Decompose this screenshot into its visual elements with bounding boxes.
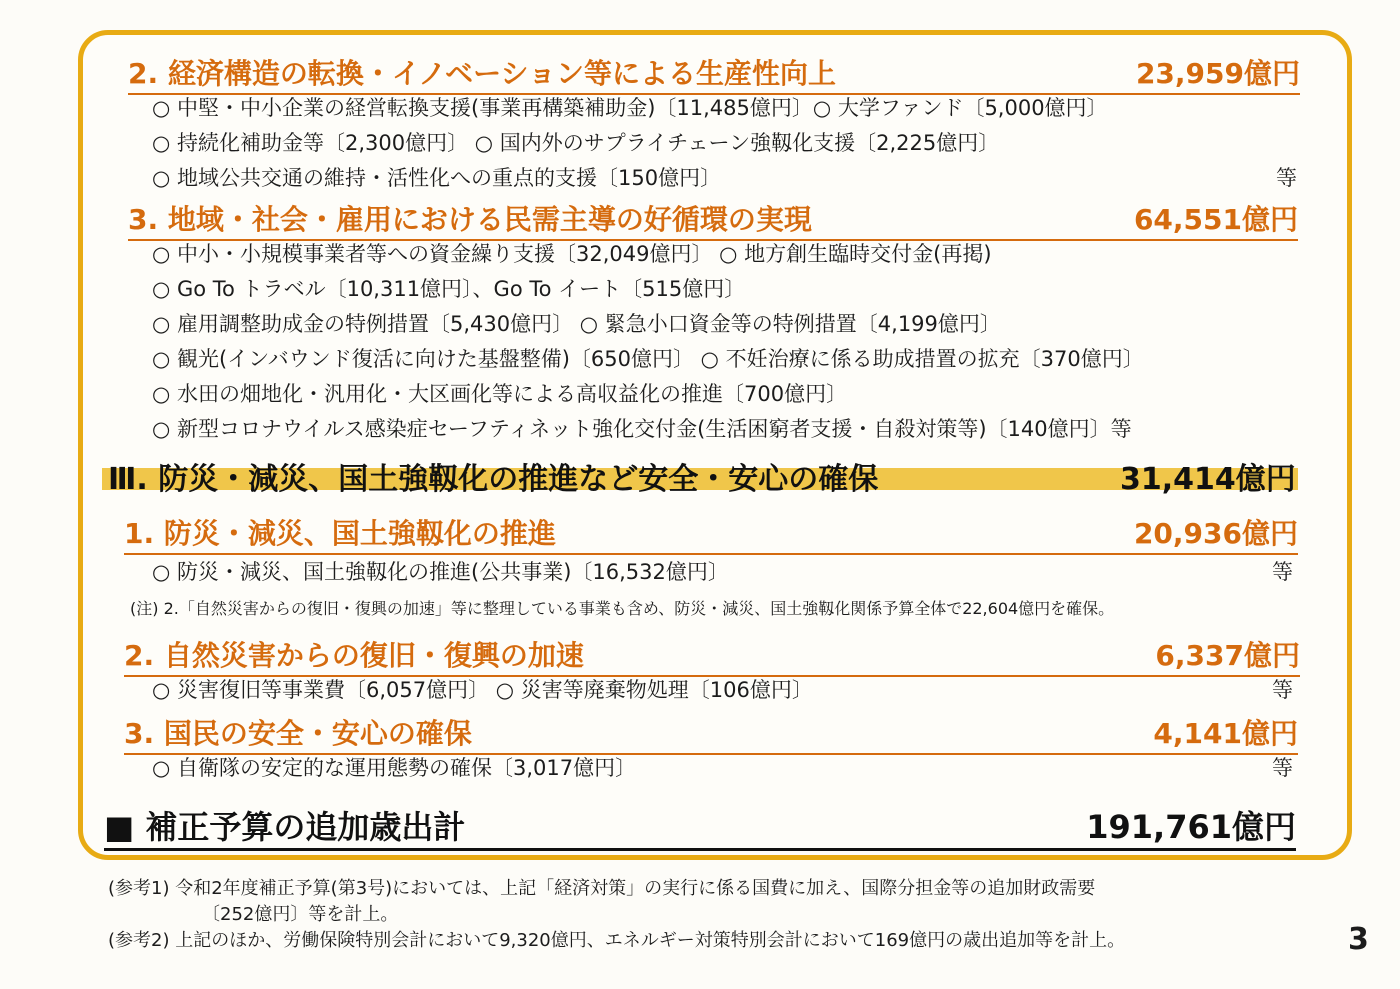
etc-label: 等 bbox=[1272, 560, 1293, 584]
etc-label: 等 bbox=[1272, 678, 1293, 702]
list-item: ○ Go To トラベル〔10,311億円〕、Go To イート〔515億円〕 bbox=[152, 277, 746, 301]
list-item: ○ 雇用調整助成金の特例措置〔5,430億円〕 ○ 緊急小口資金等の特例措置〔4,199億円〕 bbox=[152, 312, 1001, 336]
list-item: ○ 中堅・中小企業の経営転換支援(事業再構築補助金)〔11,485億円〕○ 大学ファンド〔5,000億円〕 bbox=[152, 96, 1108, 120]
total-row bbox=[104, 802, 1296, 851]
section-title: 3. 国民の安全・安心の確保 bbox=[124, 717, 472, 750]
section-heading bbox=[124, 634, 1300, 677]
list-item: ○ 自衛隊の安定的な運用態勢の確保〔3,017億円〕 bbox=[152, 756, 637, 780]
list-item: ○ 観光(インバウンド復活に向けた基盤整備)〔650億円〕 ○ 不妊治療に係る助成措置の拡充〔370億円〕 bbox=[152, 347, 1144, 371]
total-label: ■ 補正予算の追加歳出計 bbox=[104, 808, 466, 846]
major-section-amount: 31,414億円 bbox=[1120, 462, 1296, 497]
section-heading bbox=[128, 198, 1298, 241]
list-item: ○ 水田の畑地化・汎用化・大区画化等による高収益化の推進〔700億円〕 bbox=[152, 382, 848, 406]
list-item: ○ 新型コロナウイルス感染症セーフティネット強化交付金(生活困窮者支援・自殺対策等)〔140億円〕等 bbox=[152, 417, 1132, 441]
major-section-title: Ⅲ. 防災・減災、国土強靱化の推進など安全・安心の確保 bbox=[108, 462, 879, 497]
section-amount: 20,936億円 bbox=[1133, 517, 1298, 550]
list-item: ○ 災害復旧等事業費〔6,057億円〕 ○ 災害等廃棄物処理〔106億円〕 bbox=[152, 678, 813, 702]
etc-label: 等 bbox=[1276, 166, 1297, 190]
section-title: 2. 経済構造の転換・イノベーション等による生産性向上 bbox=[128, 57, 836, 90]
section-heading bbox=[124, 712, 1298, 755]
section-title: 1. 防災・減災、国土強靱化の推進 bbox=[124, 517, 556, 550]
section-amount: 64,551億円 bbox=[1133, 203, 1298, 236]
list-item: ○ 地域公共交通の維持・活性化への重点的支援〔150億円〕 bbox=[152, 166, 722, 190]
section-heading bbox=[128, 52, 1300, 95]
list-item: ○ 中小・小規模事業者等への資金繰り支援〔32,049億円〕 ○ 地方創生臨時交付金(再掲) bbox=[152, 242, 992, 266]
section-title: 2. 自然災害からの復旧・復興の加速 bbox=[124, 639, 584, 672]
footnote: (参考2) 上記のほか、労働保険特別会計において9,320億円、エネルギー対策特別会計において169億円の歳出追加等を計上。 bbox=[108, 930, 1126, 951]
section-amount: 6,337億円 bbox=[1155, 639, 1300, 672]
footnote: 〔252億円〕等を計上。 bbox=[202, 904, 399, 925]
footnote: (参考1) 令和2年度補正予算(第3号)においては、上記「経済対策」の実行に係る国費に加え、国際分担金等の追加財政需要 bbox=[108, 878, 1096, 899]
section-title: 3. 地域・社会・雇用における民需主導の好循環の実現 bbox=[128, 203, 812, 236]
list-item: ○ 持続化補助金等〔2,300億円〕 ○ 国内外のサプライチェーン強靱化支援〔2,225億円〕 bbox=[152, 131, 1000, 155]
section-heading bbox=[124, 512, 1298, 555]
section-amount: 23,959億円 bbox=[1135, 57, 1300, 90]
etc-label: 等 bbox=[1272, 756, 1293, 780]
page-number: 3 bbox=[1348, 922, 1369, 957]
note-text: (注) 2.「自然災害からの復旧・復興の加速」等に整理している事業も含め、防災・減災、国土強靱化関係予算全体で22,604億円を確保。 bbox=[130, 599, 1115, 618]
list-item: ○ 防災・減災、国土強靱化の推進(公共事業)〔16,532億円〕 bbox=[152, 560, 729, 584]
total-amount: 191,761億円 bbox=[1086, 808, 1296, 846]
section-amount: 4,141億円 bbox=[1153, 717, 1298, 750]
